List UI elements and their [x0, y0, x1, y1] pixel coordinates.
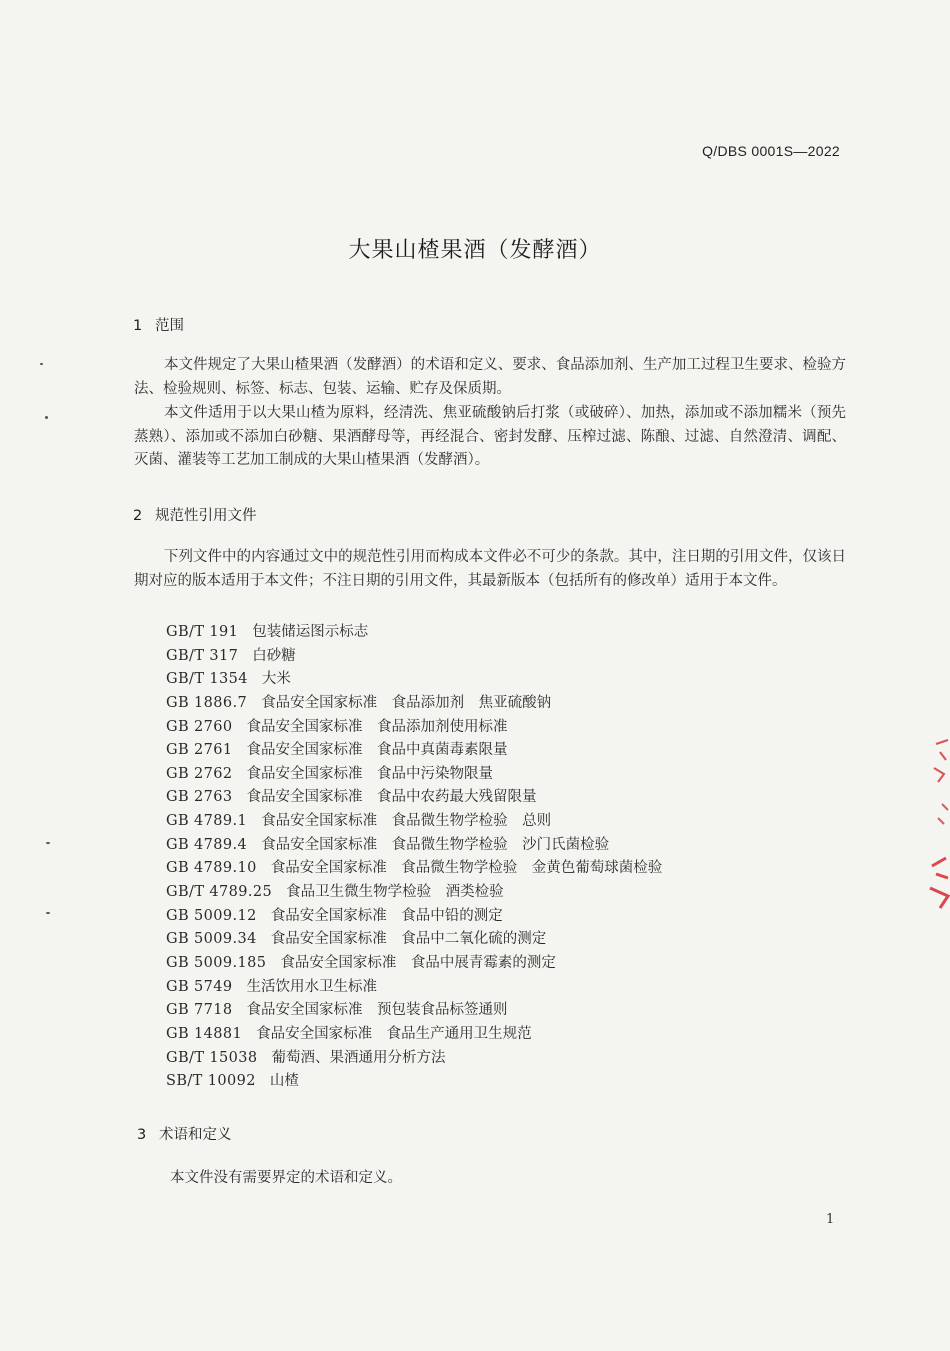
- reference-code: GB/T 4789.25: [166, 884, 273, 901]
- document-code: Q/DBS 0001S—2022: [702, 143, 840, 159]
- reference-title: 食品安全国家标准 食品中二氧化硫的测定: [270, 931, 547, 948]
- reference-item: [166, 834, 662, 858]
- scope-paragraph-2: 本文件适用于以大果山楂为原料，经清洗、焦亚硫酸钠后打浆（或破碎）、加热，添加或不添加糯米（预先蒸熟）、添加或不添加白砂糖、果酒酵母等，再经混合、密封发酵、压榨过滤、陈酿、过滤、自然澄清、调配、灭菌、灌装等工艺加工制成的大果山楂果酒（发酵酒）。: [134, 405, 846, 468]
- reference-title: 食品安全国家标准 食品中真菌毒素限量: [246, 742, 508, 759]
- reference-code: GB 5009.185: [166, 954, 267, 971]
- section-terms-heading: [137, 1123, 232, 1144]
- scan-speck: [40, 363, 43, 365]
- reference-title: 食品安全国家标准 食品中农药最大残留限量: [246, 789, 537, 806]
- section-title: 规范性引用文件: [155, 508, 257, 524]
- reference-item: [166, 1070, 662, 1094]
- document-title: 大果山楂果酒（发酵酒）: [348, 238, 602, 263]
- reference-item: [166, 739, 662, 763]
- reference-item: [166, 857, 662, 881]
- reference-title: 山楂: [269, 1073, 299, 1090]
- reference-code: SB/T 10092: [166, 1073, 256, 1090]
- scan-speck: [45, 416, 48, 419]
- reference-code: GB 4789.10: [166, 860, 257, 877]
- reference-list: [166, 621, 662, 1094]
- reference-title: 食品安全国家标准 食品中展青霉素的测定: [280, 954, 556, 971]
- reference-code: GB 14881: [166, 1025, 243, 1042]
- reference-code: GB 5749: [166, 978, 233, 995]
- reference-item: [166, 952, 662, 976]
- reference-title: 食品安全国家标准 食品中污染物限量: [246, 765, 494, 782]
- reference-title: 食品安全国家标准 预包装食品标签通则: [246, 1002, 508, 1019]
- reference-item: [166, 999, 662, 1023]
- reference-item: [166, 976, 662, 1000]
- reference-item: [166, 928, 662, 952]
- reference-item: [166, 668, 662, 692]
- reference-title: 食品安全国家标准 食品中铅的测定: [270, 907, 503, 924]
- reference-item: [166, 905, 662, 929]
- reference-code: GB 1886.7: [166, 694, 248, 711]
- reference-title: 食品卫生微生物学检验 酒类检验: [286, 884, 504, 901]
- reference-code: GB 2761: [166, 742, 233, 759]
- reference-item: [166, 1023, 662, 1047]
- reference-title: 食品安全国家标准 食品生产通用卫生规范: [256, 1025, 532, 1042]
- reference-title: 葡萄酒、果酒通用分析方法: [271, 1049, 446, 1066]
- reference-item: [166, 763, 662, 787]
- reference-title: 食品安全国家标准 食品微生物学检验 总则: [261, 813, 552, 830]
- section-title: 范围: [155, 318, 184, 334]
- scan-speck: [46, 842, 50, 844]
- reference-item: [166, 621, 662, 645]
- reference-title: 包装储运图示标志: [252, 624, 369, 640]
- reference-item: [166, 716, 662, 740]
- reference-title: 食品安全国家标准 食品添加剂使用标准: [246, 718, 508, 735]
- seal-stamp-edge: [926, 738, 950, 918]
- section-scope-heading: [133, 314, 184, 335]
- reference-code: GB 2763: [166, 789, 233, 806]
- reference-item: [166, 810, 662, 834]
- reference-title: 食品安全国家标准 食品微生物学检验 沙门氏菌检验: [261, 836, 610, 853]
- reference-title: 白砂糖: [252, 647, 296, 664]
- reference-code: GB 7718: [166, 1002, 233, 1019]
- reference-item: [166, 786, 662, 810]
- page-number: 1: [826, 1212, 835, 1227]
- reference-title: 食品安全国家标准 食品微生物学检验 金黄色葡萄球菌检验: [270, 860, 663, 877]
- reference-code: GB/T 15038: [166, 1049, 258, 1066]
- reference-item: [166, 692, 662, 716]
- section-number: 1: [133, 318, 143, 334]
- reference-title: 大米: [261, 671, 291, 688]
- reference-code: GB 2760: [166, 718, 233, 735]
- scan-speck: [46, 912, 50, 914]
- reference-code: GB 2762: [166, 765, 233, 782]
- section-references-heading: [133, 504, 257, 525]
- reference-code: GB 5009.34: [166, 931, 257, 948]
- section-number: 3: [137, 1127, 147, 1143]
- terms-paragraph: 本文件没有需要界定的术语和定义。: [170, 1170, 402, 1186]
- reference-code: GB/T 1354: [166, 671, 248, 688]
- reference-item: [166, 1047, 662, 1071]
- references-intro: 下列文件中的内容通过文中的规范性引用而构成本文件必不可少的条款。其中，注日期的引用文件，仅该日期对应的版本适用于本文件；不注日期的引用文件，其最新版本（包括所有的修改单）适用于本文件。: [134, 549, 846, 589]
- reference-title: 生活饮用水卫生标准: [246, 978, 378, 995]
- reference-item: [166, 645, 662, 669]
- reference-item: [166, 881, 662, 905]
- reference-code: GB/T 317: [166, 647, 239, 664]
- reference-code: GB 4789.1: [166, 813, 248, 830]
- reference-code: GB 4789.4: [166, 836, 248, 853]
- scope-paragraph-1: 本文件规定了大果山楂果酒（发酵酒）的术语和定义、要求、食品添加剂、生产加工过程卫生要求、检验方法、检验规则、标签、标志、包装、运输、贮存及保质期。: [134, 357, 846, 397]
- reference-code: GB/T 191: [166, 624, 239, 640]
- section-number: 2: [133, 508, 143, 524]
- reference-title: 食品安全国家标准 食品添加剂 焦亚硫酸钠: [261, 694, 552, 711]
- reference-code: GB 5009.12: [166, 907, 257, 924]
- section-title: 术语和定义: [159, 1127, 232, 1143]
